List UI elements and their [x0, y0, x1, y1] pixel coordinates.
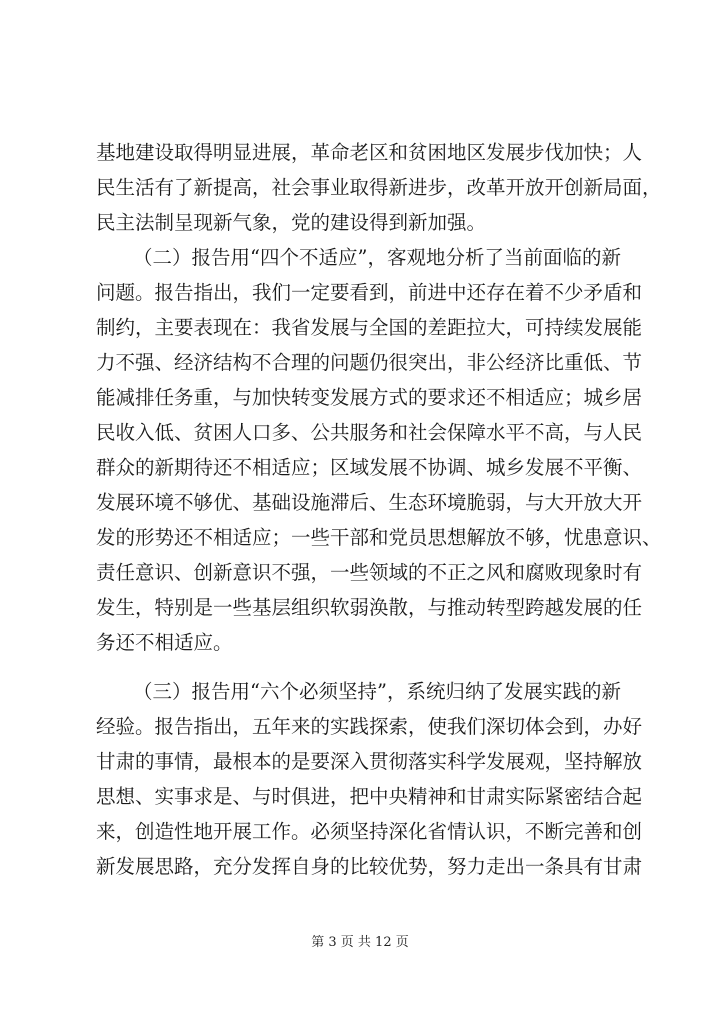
text-line-5: 问题。报告指出，我们一定要看到，前进中还存在着不少矛盾和 — [96, 281, 643, 304]
text-line-6: 制约，主要表现在：我省发展与全国的差距拉大，可持续发展能 — [96, 316, 643, 339]
text-line-11: 发展环境不够优、基础设施滞后、生态环境脆弱，与大开放大开 — [96, 491, 643, 514]
text-line-10: 群众的新期待还不相适应；区域发展不协调、城乡发展不平衡、 — [96, 456, 643, 479]
text-line-13: 责任意识、创新意识不强，一些领域的不正之风和腐败现象时有 — [96, 561, 643, 584]
text-line-2: 民生活有了新提高，社会事业取得新进步，改革开放开创新局面， — [96, 176, 662, 199]
page-number-footer: 第 3 页 共 12 页 — [311, 935, 409, 950]
text-line-7: 力不强、经济结构不合理的问题仍很突出，非公经济比重低、节 — [96, 351, 643, 374]
text-line-18: 甘肃的事情，最根本的是要深入贯彻落实科学发展观，坚持解放 — [96, 750, 643, 773]
text-line-15: 务还不相适应。 — [96, 631, 233, 654]
text-line-12: 发的形势还不相适应；一些干部和党员思想解放不够，忧患意识、 — [96, 526, 662, 549]
text-line-14: 发生，特别是一些基层组织软弱涣散，与推动转型跨越发展的任 — [96, 596, 643, 619]
text-line-21: 新发展思路，充分发挥自身的比较优势，努力走出一条具有甘肃 — [96, 855, 643, 878]
text-line-4: （二）报告用“四个不适应”，客观地分析了当前面临的新 — [133, 246, 621, 269]
text-line-9: 民收入低、贫困人口多、公共服务和社会保障水平不高，与人民 — [96, 421, 643, 444]
text-line-16: （三）报告用“六个必须坚持”，系统归纳了发展实践的新 — [133, 680, 621, 703]
text-line-3: 民主法制呈现新气象，党的建设得到新加强。 — [96, 211, 487, 234]
text-line-8: 能减排任务重，与加快转变发展方式的要求还不相适应；城乡居 — [96, 386, 643, 409]
text-line-1: 基地建设取得明显进展，革命老区和贫困地区发展步伐加快；人 — [96, 141, 643, 164]
text-line-17: 经验。报告指出，五年来的实践探索，使我们深切体会到，办好 — [96, 715, 643, 738]
text-line-19: 思想、实事求是、与时俱进，把中央精神和甘肃实际紧密结合起 — [96, 785, 643, 808]
text-line-20: 来，创造性地开展工作。必须坚持深化省情认识，不断完善和创 — [96, 820, 643, 843]
